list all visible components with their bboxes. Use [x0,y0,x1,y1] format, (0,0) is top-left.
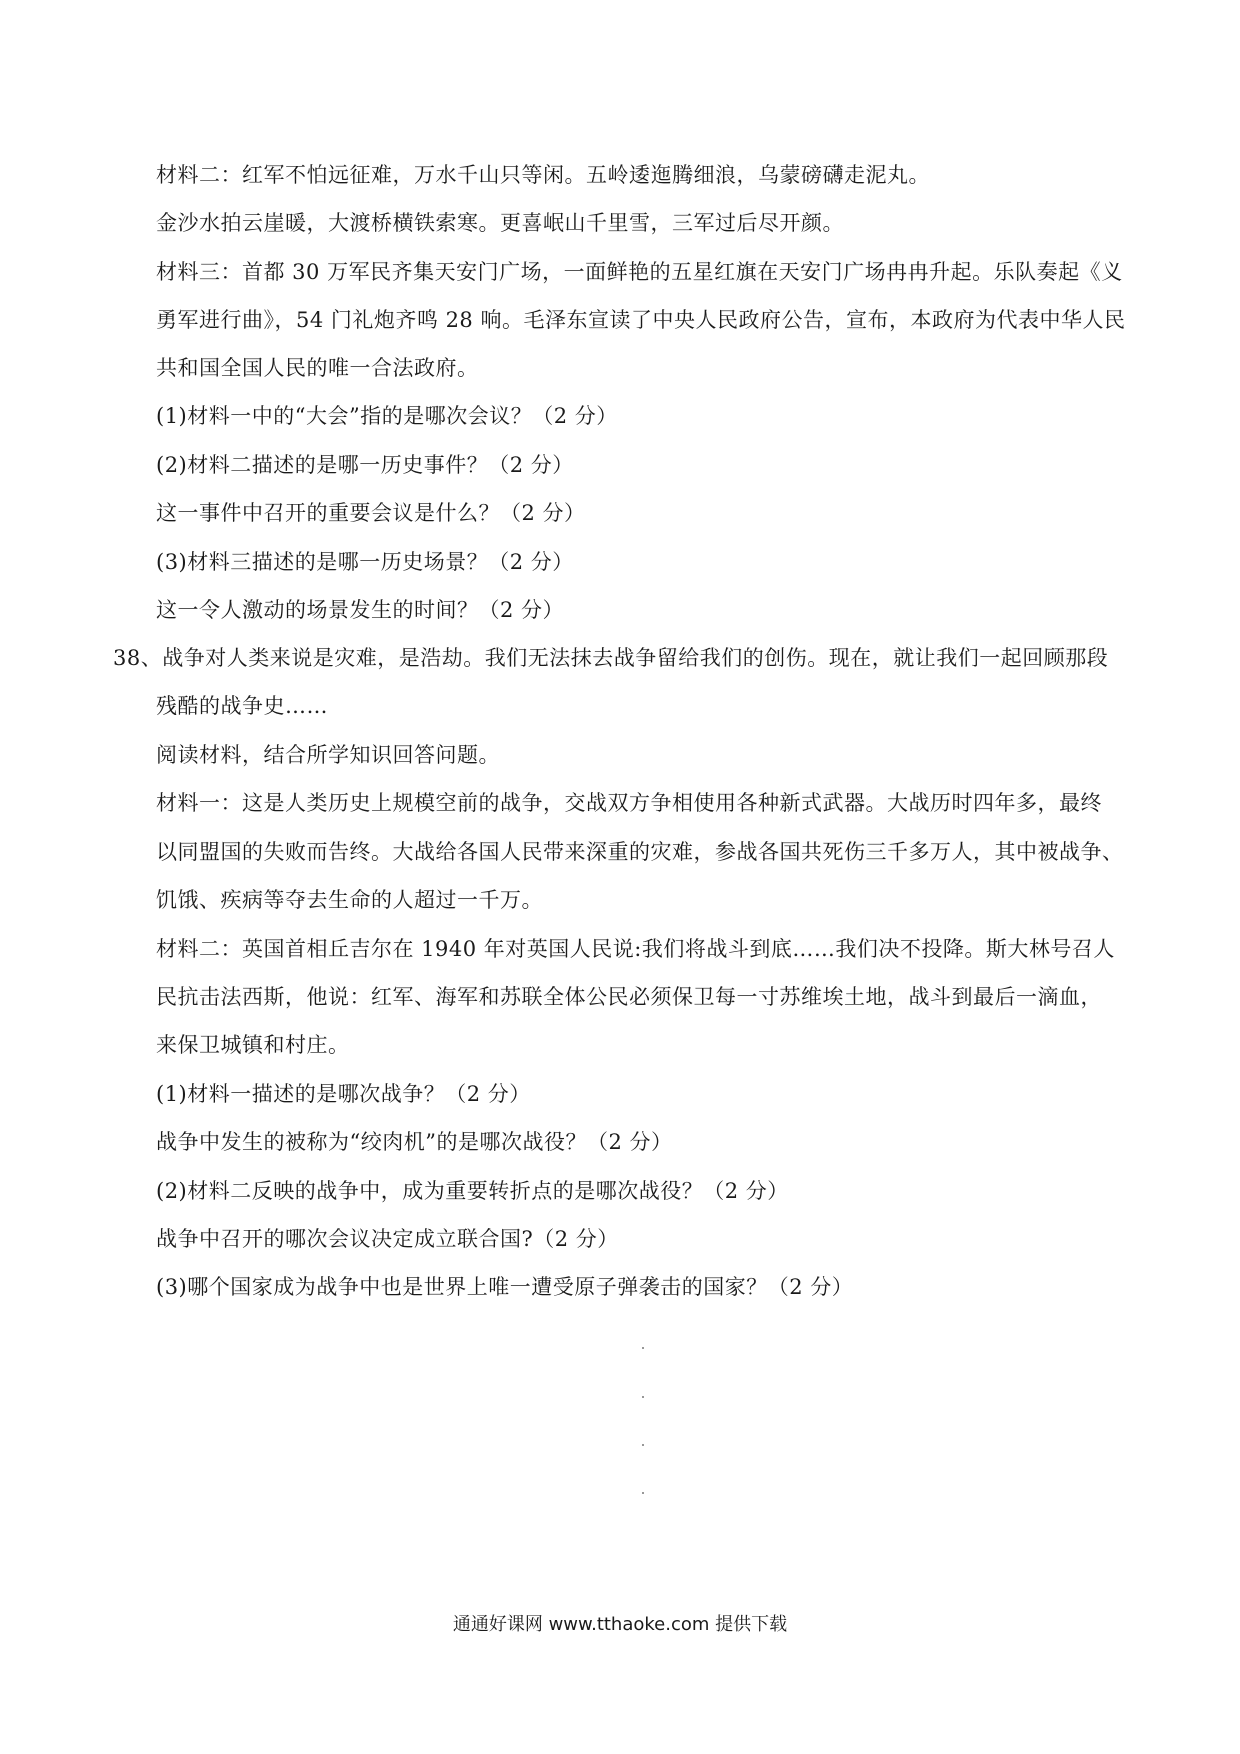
q38-material1-line3: 饥饿、疾病等夺去生命的人超过一千万。 [156,888,543,912]
q38-subquestion-1a: (1)材料一描述的是哪次战争？（2 分） [156,1082,531,1106]
q37-material2-line1: 材料二：红军不怕远征难，万水千山只等闲。五岭逶迤腾细浪，乌蒙磅礴走泥丸。 [156,163,930,187]
q37-subquestion-1: (1)材料一中的“大会”指的是哪次会议？（2 分） [156,404,618,428]
q37-subquestion-3b: 这一令人激动的场景发生的时间？（2 分） [156,598,565,622]
q37-subquestion-2a: (2)材料二描述的是哪一历史事件？（2 分） [156,453,574,477]
scan-speck [642,1444,644,1446]
q38-intro-line2: 残酷的战争史…… [156,694,328,718]
q37-material3-line3: 共和国全国人民的唯一合法政府。 [156,356,479,380]
q38-material2-line2: 民抗击法西斯，他说：红军、海军和苏联全体公民必须保卫每一寸苏维埃土地，战斗到最后一滴血， [156,985,1102,1009]
page-footer: 通通好课网 www.tthaoke.com 提供下载 [452,1614,788,1635]
q38-subquestion-2b: 战争中召开的哪次会议决定成立联合国?（2 分） [156,1227,619,1251]
q37-subquestion-2b: 这一事件中召开的重要会议是什么？（2 分） [156,501,586,525]
q38-instruction: 阅读材料，结合所学知识回答问题。 [156,743,500,767]
scan-speck [642,1396,644,1398]
scan-speck [642,1347,644,1349]
q38-subquestion-2a: (2)材料二反映的战争中，成为重要转折点的是哪次战役？（2 分） [156,1179,789,1203]
q38-material1-line1: 材料一：这是人类历史上规模空前的战争，交战双方争相使用各种新式武器。大战历时四年多，最终 [156,791,1102,815]
q37-material2-line2: 金沙水拍云崖暖，大渡桥横铁索寒。更喜岷山千里雪，三军过后尽开颜。 [156,211,844,235]
scan-speck [642,1492,644,1494]
q37-subquestion-3a: (3)材料三描述的是哪一历史场景？（2 分） [156,550,574,574]
q38-subquestion-1b: 战争中发生的被称为“绞肉机”的是哪次战役？（2 分） [156,1130,673,1154]
q38-material2-line1: 材料二：英国首相丘吉尔在 1940 年对英国人民说:我们将战斗到底……我们决不投降。斯大林号召人 [156,937,1115,961]
q37-material3-line2: 勇军进行曲》，54 门礼炮齐鸣 28 响。毛泽东宣读了中央人民政府公告，宣布，本政府为代表中华人民 [156,308,1126,332]
q38-material2-line3: 来保卫城镇和村庄。 [156,1033,350,1057]
q38-material1-line2: 以同盟国的失败而告终。大战给各国人民带来深重的灾难，参战各国共死伤三千多万人，其中被战争、 [156,840,1124,864]
q37-material3-line1: 材料三：首都 30 万军民齐集天安门广场，一面鲜艳的五星红旗在天安门广场冉冉升起。乐队奏起《义 [156,260,1123,284]
q38-intro-line1: 38、战争对人类来说是灾难，是浩劫。我们无法抹去战争留给我们的创伤。现在，就让我们一起回顾那段 [113,646,1109,670]
q38-subquestion-3: (3)哪个国家成为战争中也是世界上唯一遭受原子弹袭击的国家？（2 分） [156,1275,854,1299]
